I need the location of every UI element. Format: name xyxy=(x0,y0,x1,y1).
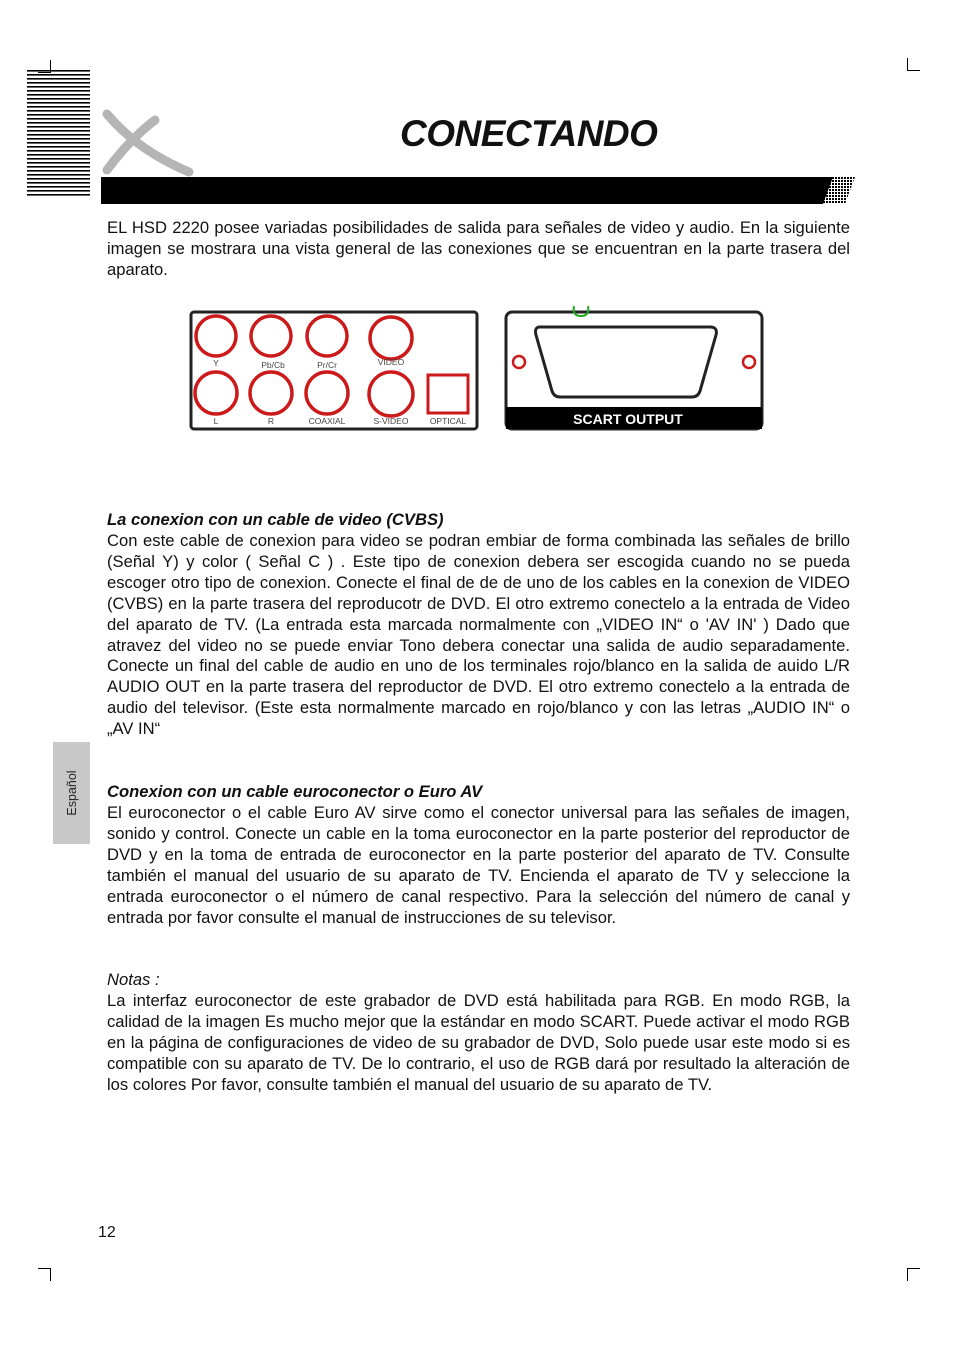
label-video: VIDEO xyxy=(377,357,405,367)
section-heading-cvbs: La conexion con un cable de video (CVBS) xyxy=(107,510,444,529)
label-optical: OPTICAL xyxy=(429,416,467,426)
bar-dither-decoration xyxy=(823,177,855,204)
intro-paragraph: EL HSD 2220 posee variadas posibilidades de salida para señales de video y audio. En la siguiente imagen se mostrara una vista general de las conexiones que se encuentran en la parte trasera del aparato. xyxy=(107,218,850,279)
section-body-euro-av: El euroconector o el cable Euro AV sirve como el conector universal para las señales de imagen, sonido y control. Conecte un cable en la toma euroconector en la parte posterior del reproductor de DVD y en la toma de entrada de euroconector en la parte posterior del aparato de TV. Consulte también el manual del usuario de su aparato de TV. Encienda el aparato de TV y seleccione la entrada euroconector o el número de canal respectivo. Para la selección del número de canal y entrada por favor consulte el manual de instrucciones de su televisor. xyxy=(107,803,850,927)
scart-output-label: SCART OUTPUT xyxy=(573,411,683,427)
label-y: Y xyxy=(213,358,219,368)
page-title: CONECTANDO xyxy=(400,113,658,154)
crop-mark-top-right xyxy=(907,58,920,71)
section-body-cvbs: Con este cable de conexion para video se podran embiar de forma combinada las señales de brillo (Señal Y) y color ( Señal C ) . Este tipo de conexion debera ser escogida cuando no se pueda escoger otro tipo de conexion. Conecte el final de de de uno de los cables en la conexion de VIDEO (CVBS) en la parte trasera del reproducotr de DVD. El otro extremo conectelo a la entrada de Video del aparato de TV. (La entrada esta marcada normalmente con „VIDEO IN“ o 'AV IN' ) Dado que atravez del video no se puede enviar Tono debera conectar una salida de audio separadamente. Conecte un final del cable de audio en uno de los terminales rojo/blanco en la salida de auido L/R AUDIO OUT en la parte trasera del reproductor de DVD. El otro extremo conectelo a la entrada de audio del televisor. (Este esta normalmente marcado en rojo/blanco y con las letras „AUDIO IN“ o „AV IN“ xyxy=(107,531,850,739)
language-side-tab xyxy=(53,742,90,844)
label-pb-cb: Pb/Cb xyxy=(261,360,285,370)
notes-body: La interfaz euroconector de este grabador de DVD está habilitada para RGB. En modo RGB, la calidad de la imagen Es mucho mejor que la estándar en modo SCART. Puede activar el modo RGB en la página de configuraciones de video de su grabador de DVD, Solo puede usar este modo si es compatible con su aparato de TV. De lo contrario, el uso de RGB dará por resultado la alteración de los colores Por favor, consulte también el manual del usuario de su aparato de TV. xyxy=(107,991,850,1094)
notes-heading: Notas : xyxy=(107,970,160,989)
rear-panel-diagram xyxy=(188,305,766,433)
title-underline-bar xyxy=(101,177,823,204)
page-number: 12 xyxy=(98,1224,116,1241)
language-side-tab-label: Español xyxy=(64,770,79,816)
label-coaxial: COAXIAL xyxy=(308,416,346,426)
label-s-video: S-VIDEO xyxy=(373,416,409,426)
crop-mark-bottom-right xyxy=(907,1268,920,1281)
crop-mark-bottom-left xyxy=(38,1268,51,1281)
label-l: L xyxy=(213,416,219,426)
label-pr-cr: Pr/Cr xyxy=(317,360,337,370)
label-r: R xyxy=(267,416,275,426)
section-heading-euro-av: Conexion con un cable euroconector o Euro AV xyxy=(107,782,483,801)
